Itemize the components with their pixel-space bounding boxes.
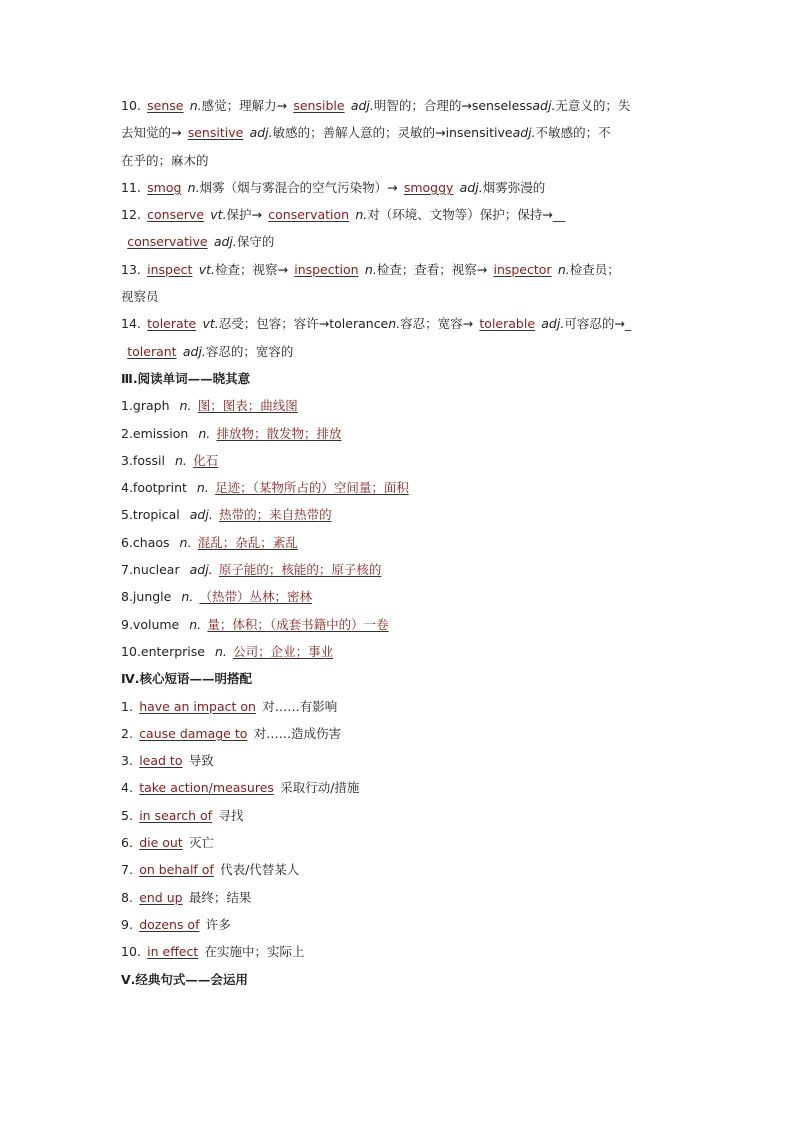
word: 3.fossil: [121, 452, 165, 468]
section-heading-classic-sentences: Ⅴ.经典句式——会运用: [121, 971, 248, 987]
part-of-speech: adj.: [532, 98, 556, 113]
phrase-item: [121, 720, 681, 747]
answer-blank: conservative: [127, 234, 208, 250]
part-of-speech: n.: [179, 534, 192, 550]
vocab-entry-line: [121, 147, 681, 174]
text-segment: 在乎的；麻木的: [121, 152, 209, 168]
text-segment: 敏感的；善解人意的；灵敏的→insensitive: [272, 125, 513, 141]
part-of-speech: n.: [557, 261, 570, 277]
vocab-entry-line: [121, 92, 681, 119]
answer-blank: die out: [139, 835, 183, 851]
vocab-entry-line: [121, 119, 681, 146]
phrase-item: [121, 774, 681, 801]
phrase-item: [121, 938, 681, 965]
part-of-speech: vt.: [198, 261, 215, 277]
core-phrases-list: [121, 693, 681, 966]
phrase-meaning: 采取行动/措施: [280, 780, 360, 796]
phrase-meaning: 最终；结果: [188, 889, 252, 905]
text-segment: 烟雾弥漫的: [482, 179, 546, 195]
answer-blank: tolerable: [479, 316, 536, 332]
text-segment: 11.: [121, 179, 141, 195]
answer-blank: inspection: [294, 261, 359, 277]
answer-blank: 图；图表；曲线图: [197, 398, 298, 414]
text-segment: 检查；视察→: [214, 261, 288, 277]
answer-blank: 排放物；散发物；排放: [216, 425, 342, 441]
text-segment: 不敏感的；不: [535, 125, 611, 141]
part-of-speech: n.: [198, 425, 211, 441]
text-segment: 无意义的；失: [555, 98, 631, 113]
item-number: 4.: [121, 780, 133, 796]
part-of-speech: adj.: [182, 343, 206, 359]
part-of-speech: vt.: [202, 316, 219, 332]
vocab-entry-line: [121, 201, 681, 228]
phrase-item: [121, 829, 681, 856]
reading-words-list: [121, 392, 681, 665]
text-segment: 烟雾（烟与雾混合的空气污染物）→: [199, 179, 398, 195]
answer-blank: dozens of: [139, 916, 200, 932]
answer-blank: conservation: [268, 207, 350, 223]
answer-blank: sensitive: [187, 125, 244, 141]
phrase-item: [121, 884, 681, 911]
text-segment: 检查员；: [569, 261, 620, 277]
item-number: 5.: [121, 807, 133, 823]
part-of-speech: n.: [364, 261, 377, 277]
part-of-speech: adj.: [249, 125, 273, 141]
phrase-item: [121, 911, 681, 938]
text-segment: 明智的；合理的→senseless: [373, 98, 533, 113]
vocab-derivation-list: [121, 92, 681, 365]
answer-blank: smog: [147, 179, 182, 195]
word: 5.tropical: [121, 507, 180, 523]
phrase-meaning: 对……造成伤害: [253, 725, 342, 741]
answer-blank: inspect: [147, 261, 193, 277]
text-segment: 感觉；理解力→: [201, 98, 288, 113]
answer-blank: end up: [139, 889, 183, 905]
answer-blank: inspector: [493, 261, 552, 277]
phrase-meaning: 对……有影响: [262, 698, 338, 714]
phrase-meaning: 代表/代替某人: [220, 862, 300, 878]
reading-word-item: [121, 529, 681, 556]
word: 7.nuclear: [121, 562, 180, 578]
part-of-speech: n.: [181, 589, 194, 605]
phrase-item: [121, 747, 681, 774]
text-segment: 去知觉的→: [121, 125, 182, 141]
item-number: 6.: [121, 835, 133, 851]
part-of-speech: adj.: [541, 316, 565, 332]
vocab-entry-line: [121, 338, 681, 365]
word: 9.volume: [121, 616, 180, 632]
word: 8.jungle: [121, 589, 172, 605]
text-segment: 忍受；包容；容许→tolerance: [218, 316, 389, 332]
vocab-entry-line: [121, 174, 681, 201]
answer-blank: sensible: [293, 98, 345, 113]
phrase-meaning: 导致: [188, 753, 214, 769]
part-of-speech: vt.: [210, 207, 227, 223]
phrase-item: [121, 802, 681, 829]
answer-blank: in effect: [147, 944, 199, 960]
answer-blank: 原子能的；核能的；原子核的: [218, 562, 382, 578]
part-of-speech: n.: [214, 643, 227, 659]
text-segment: 检查；查看；视察→: [376, 261, 488, 277]
section-heading-core-phrases: Ⅳ.核心短语——明搭配: [121, 671, 252, 687]
text-segment: 视察员: [121, 289, 159, 305]
part-of-speech: n.: [388, 316, 401, 332]
answer-blank: 量；体积；（成套书籍中的）一卷: [207, 616, 389, 632]
phrase-meaning: 寻找: [218, 807, 244, 823]
answer-blank: tolerate: [147, 316, 197, 332]
answer-blank: tolerant: [127, 343, 177, 359]
vocab-entry-line: [121, 310, 681, 337]
answer-blank: 公司；企业；事业: [233, 643, 334, 659]
text-segment: 保守的: [236, 234, 275, 250]
part-of-speech: n.: [174, 452, 187, 468]
item-number: 10.: [121, 944, 141, 960]
part-of-speech: adj.: [189, 562, 213, 578]
worksheet-page: [121, 92, 681, 993]
item-number: 8.: [121, 889, 133, 905]
item-number: 9.: [121, 916, 133, 932]
answer-blank: sense: [147, 98, 184, 113]
reading-word-item: [121, 611, 681, 638]
answer-blank: 混乱；杂乱；紊乱: [197, 534, 298, 550]
word: 10.enterprise: [121, 643, 205, 659]
item-number: 3.: [121, 753, 133, 769]
part-of-speech: n.: [179, 398, 192, 414]
answer-blank: （热带）丛林；密林: [199, 589, 313, 605]
part-of-speech: n.: [189, 616, 202, 632]
text-segment: 保护→: [226, 207, 263, 223]
reading-word-item: [121, 583, 681, 610]
part-of-speech: adj.: [459, 179, 483, 195]
part-of-speech: n.: [187, 179, 200, 195]
text-segment: 14.: [121, 316, 141, 332]
vocab-entry-line: [121, 228, 681, 255]
answer-blank: take action/measures: [139, 780, 274, 796]
item-number: 7.: [121, 862, 133, 878]
item-number: 1.: [121, 698, 133, 714]
section-heading-reading-words: Ⅲ.阅读单词——晓其意: [121, 370, 251, 386]
part-of-speech: adj.: [189, 507, 213, 523]
answer-blank: conserve: [147, 207, 205, 223]
vocab-entry-line: [121, 256, 681, 283]
text-segment: 12.: [121, 207, 141, 223]
vocab-entry-line: [121, 283, 681, 310]
text-segment: 对（环境、文物等）保护；保持→__: [367, 207, 566, 223]
answer-blank: cause damage to: [139, 725, 248, 741]
answer-blank: in search of: [139, 807, 213, 823]
part-of-speech: n.: [355, 207, 368, 223]
answer-blank: have an impact on: [139, 698, 256, 714]
word: 6.chaos: [121, 534, 170, 550]
part-of-speech: adj.: [512, 125, 536, 141]
word: 4.footprint: [121, 480, 187, 496]
part-of-speech: adj.: [213, 234, 237, 250]
phrase-item: [121, 856, 681, 883]
word: 1.graph: [121, 398, 170, 414]
reading-word-item: [121, 501, 681, 528]
answer-blank: 足迹；（某物所占的）空间量；面积: [215, 480, 409, 496]
phrase-meaning: 灭亡: [188, 835, 214, 851]
phrase-meaning: 在实施中；实际上: [204, 944, 305, 960]
reading-word-item: [121, 474, 681, 501]
answer-blank: 热带的；来自热带的: [219, 507, 332, 523]
reading-word-item: [121, 556, 681, 583]
reading-word-item: [121, 420, 681, 447]
reading-word-item: [121, 638, 681, 665]
reading-word-item: [121, 392, 681, 419]
reading-word-item: [121, 447, 681, 474]
part-of-speech: n.: [196, 480, 209, 496]
text-segment: 可容忍的→_: [564, 316, 632, 332]
word: 2.emission: [121, 425, 189, 441]
part-of-speech: adj.: [350, 98, 374, 113]
part-of-speech: n.: [189, 98, 202, 113]
item-number: 2.: [121, 725, 133, 741]
answer-blank: 化石: [193, 452, 219, 468]
phrase-meaning: 许多: [205, 916, 231, 932]
text-segment: 10.: [121, 98, 141, 113]
answer-blank: on behalf of: [139, 862, 214, 878]
text-segment: 容忍的；宽容的: [205, 343, 294, 359]
phrase-item: [121, 693, 681, 720]
text-segment: 13.: [121, 261, 141, 277]
text-segment: 容忍；宽容→: [400, 316, 474, 332]
answer-blank: smoggy: [403, 179, 454, 195]
answer-blank: lead to: [139, 753, 183, 769]
